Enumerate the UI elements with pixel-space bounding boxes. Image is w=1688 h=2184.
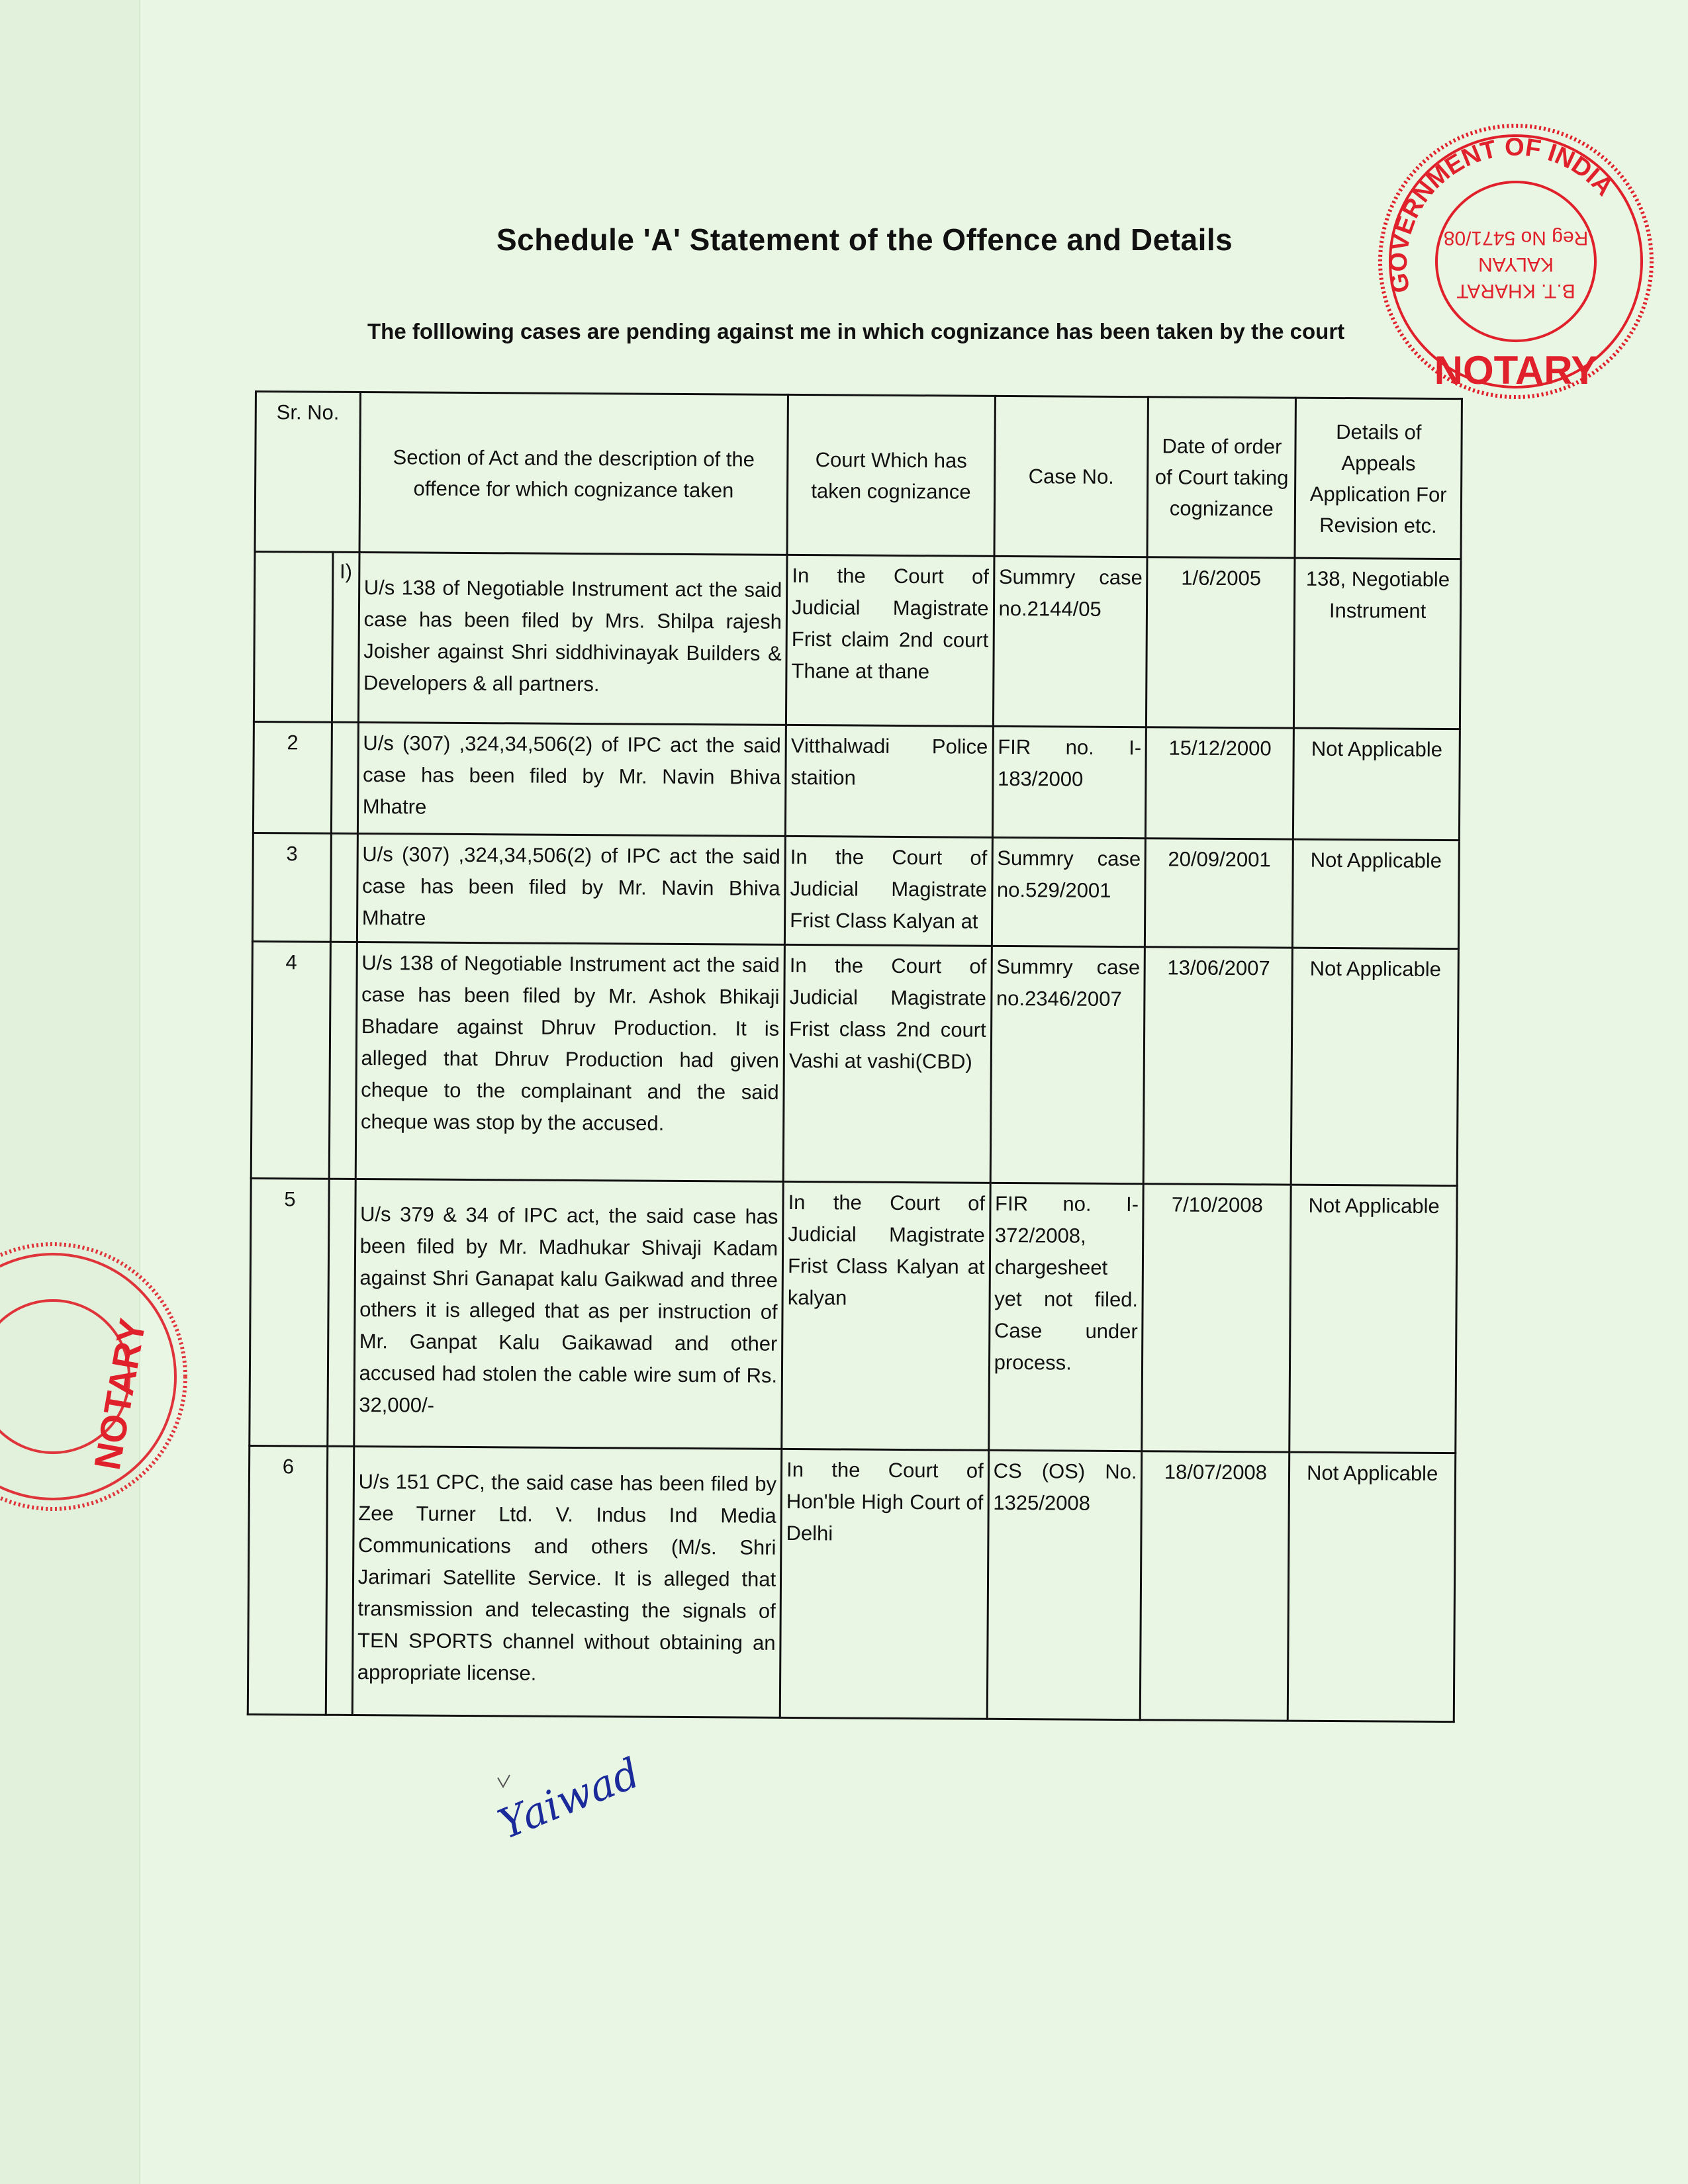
court-cell: In the Court of Judicial Magistrate Frist class 2nd court Vashi at vashi(CBD) — [783, 944, 992, 1183]
table-row — [251, 941, 1458, 1185]
offence-description-cell: U/s 138 of Negotiable Instrument act the said case has been filed by Mrs. Shilpa rajesh Joisher against Shri siddhivinayak Builders & Developers & all partners. — [358, 552, 787, 725]
sr-no-cell — [254, 552, 332, 723]
sr-no-cell: 5 — [250, 1178, 329, 1446]
column-header-date: Date of order of Court taking cognizance — [1147, 397, 1295, 558]
column-header-section: Section of Act and the description of the offence for which cognizance taken — [359, 392, 788, 555]
appeal-details-cell: Not Applicable — [1288, 1452, 1456, 1722]
case-no-cell: Summry case no.529/2001 — [992, 837, 1146, 946]
court-cell: In the Court of Judicial Magistrate Frist Class Kalyan at — [785, 836, 992, 946]
appeal-details-cell: 138, Negotiable Instrument — [1294, 558, 1461, 729]
svg-text:NOTARY: NOTARY — [85, 1315, 154, 1473]
order-date-cell: 13/06/2007 — [1144, 947, 1293, 1185]
sub-no-cell — [329, 942, 357, 1179]
svg-text:B.T. KHARAT: B.T. KHARAT — [1456, 280, 1575, 302]
table-row — [253, 721, 1460, 840]
sub-no-cell — [327, 1179, 355, 1446]
court-cell: In the Court of Judicial Magistrate Frist Class Kalyan at kalyan — [782, 1181, 990, 1450]
column-header-case-no: Case No. — [994, 396, 1149, 557]
offence-description-cell: U/s (307) ,324,34,506(2) of IPC act the said case has been filed by Mr. Navin Bhiva Mhatre — [357, 722, 786, 836]
tick-mark-icon — [496, 1774, 516, 1794]
case-no-cell: FIR no. I-183/2000 — [992, 726, 1147, 838]
table-row — [250, 1178, 1457, 1453]
sub-no-cell — [331, 722, 358, 833]
signature — [491, 1748, 669, 1893]
notary-stamp-top — [1370, 106, 1662, 417]
appeal-details-cell: Not Applicable — [1289, 1185, 1457, 1453]
svg-text:KALYAN: KALYAN — [1478, 253, 1554, 275]
sr-no-cell: 2 — [253, 721, 332, 833]
court-cell: In the Court of Judicial Magistrate Frist claim 2nd court Thane at thane — [786, 555, 994, 726]
order-date-cell: 18/07/2008 — [1141, 1451, 1289, 1721]
offence-description-cell: U/s 151 CPC, the said case has been filed by Zee Turner Ltd. V. Indus Ind Media Communications and others (M/s. Shri Jarimari Satellite Service. It is alleged that transmission and telecasting the signals of TEN SPORTS channel without obtaining an appropriate license. — [352, 1446, 782, 1717]
sr-no-cell: 3 — [252, 833, 331, 942]
column-header-court: Court Which has taken cognizance — [787, 394, 995, 556]
court-cell: Vitthalwadi Police staition — [786, 725, 993, 837]
case-no-cell: FIR no. I-372/2008, chargesheet yet not filed. Case under process. — [988, 1183, 1143, 1451]
signature-text: Yaiwad — [491, 1748, 647, 1848]
appeal-details-cell: Not Applicable — [1291, 948, 1458, 1186]
table-row — [254, 552, 1461, 729]
page-margin — [0, 0, 140, 2184]
order-date-cell: 7/10/2008 — [1142, 1184, 1291, 1452]
sub-no-cell — [330, 833, 357, 942]
appeal-details-cell: Not Applicable — [1293, 839, 1460, 949]
notary-stamp-left — [0, 1231, 212, 1522]
order-date-cell: 20/09/2001 — [1145, 839, 1293, 948]
stamp-outer-text: GOVERNMENT OF INDIA — [1384, 133, 1618, 295]
case-no-cell: Summry case no.2346/2007 — [990, 946, 1145, 1183]
svg-text:Reg No 5471/08: Reg No 5471/08 — [1443, 227, 1589, 249]
stamp-notary-text: NOTARY — [1434, 348, 1598, 392]
table-row — [248, 1445, 1455, 1721]
offence-description-cell: U/s (307) ,324,34,506(2) of IPC act the said case has been filed by Mr. Navin Bhiva Mhatre — [357, 833, 785, 944]
case-no-cell: Summry case no.2144/05 — [993, 556, 1147, 727]
sr-no-cell: 6 — [248, 1445, 327, 1715]
order-date-cell: 15/12/2000 — [1146, 727, 1294, 839]
offence-description-cell: U/s 379 & 34 of IPC act, the said case has been filed by Mr. Madhukar Shivaji Kadam against Shri Ganapat kalu Gaikwad and three others it is alleged that as per instruction of Mr. Ganpat Kalu Gaikawad and other accused had stolen the cable wire sum of Rs. 32,000/- — [353, 1179, 783, 1449]
appeal-details-cell: Not Applicable — [1293, 728, 1460, 841]
column-header-appeals: Details of Appeals Application For Revision etc. — [1295, 398, 1462, 559]
table-row — [252, 833, 1459, 948]
order-date-cell: 1/6/2005 — [1147, 557, 1295, 728]
case-no-cell: CS (OS) No. 1325/2008 — [987, 1450, 1142, 1719]
offence-table — [247, 390, 1463, 1723]
column-header-sr-no: Sr. No. — [255, 392, 360, 553]
court-cell: In the Court of Hon'ble High Court of Delhi — [780, 1449, 988, 1719]
sub-no-cell — [326, 1446, 353, 1715]
table-header-row — [255, 392, 1462, 559]
sub-no-cell: I) — [332, 552, 359, 722]
page-subtitle: The folllowing cases are pending against me in which cognizance has been taken by the court — [367, 319, 1345, 343]
sr-no-cell: 4 — [251, 941, 330, 1179]
offence-description-cell: U/s 138 of Negotiable Instrument act the said case has been filed by Mr. Ashok Bhikaji Bhadare against Dhruv Production. It is alleged that Dhruv Production had given cheque to the complainant and the said cheque was stop by the accused. — [355, 942, 785, 1181]
page-title: Schedule 'A' Statement of the Offence and Details — [496, 222, 1233, 257]
